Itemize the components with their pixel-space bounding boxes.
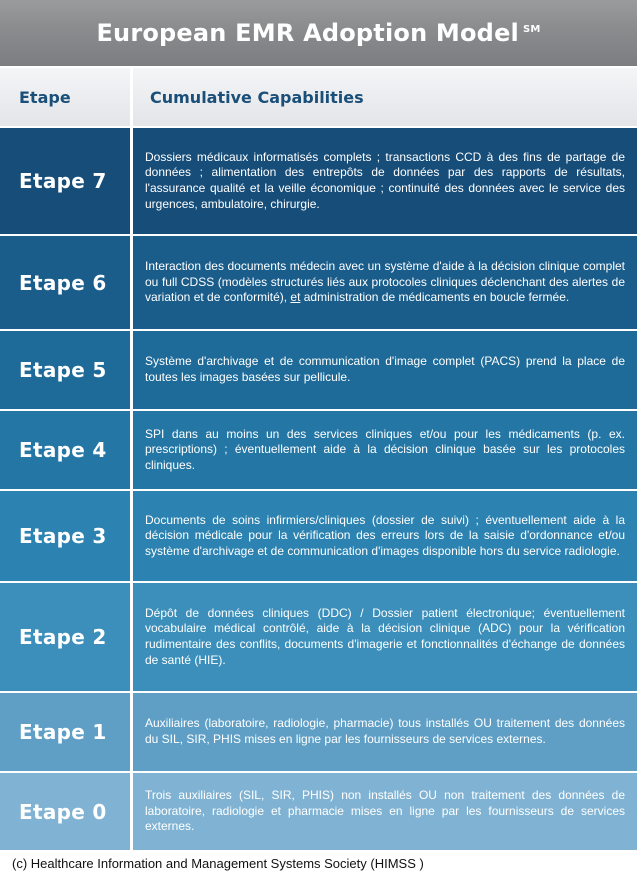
stage-label: Etape 5 (19, 358, 107, 382)
stage-label: Etape 3 (19, 524, 107, 548)
header-stage-label: Etape (19, 87, 71, 107)
service-mark: SM (522, 24, 541, 35)
stage-description-cell (133, 128, 637, 234)
header-capabilities-cell (133, 68, 637, 126)
stage-description-cell (133, 773, 637, 850)
stage-label-cell (0, 331, 130, 409)
stage-row-5 (0, 331, 637, 409)
stage-description: Auxiliaires (laboratoire, radiologie, pharmacie) tous installés OU traitement des données du SIL, SIR, PHIS mises en ligne par les fournisseurs de services externes. (145, 716, 625, 746)
header-capabilities-label: Cumulative Capabilities (150, 87, 364, 107)
stage-description: Système d'archivage et de communication d'image complet (PACS) prend la place de toutes les images basées sur pellicule. (145, 354, 625, 384)
stage-description: Interaction des documents médecin avec un système d'aide à la décision clinique complet ou full CDSS (modèles structurés liés aux protocoles cliniques déclenchant des alertes de variation et de conformité), et administration de médicaments en boucle fermée. (145, 259, 625, 305)
stage-row-2 (0, 583, 637, 691)
stage-description: Documents de soins infirmiers/cliniques (dossier de suivi) ; éventuellement aide à la décision médicale pour la vérification des erreurs lors de la saisie d'ordonnance et/ou système d'archivage et de communication d'images disponible hors du service radiologie. (145, 512, 625, 558)
stage-label: Etape 0 (19, 799, 107, 824)
stage-label-cell (0, 773, 130, 850)
stage-label: Etape 4 (19, 438, 107, 462)
stage-label-cell (0, 583, 130, 691)
stage-row-3 (0, 491, 637, 581)
page-title: European EMR Adoption Model ℠ (96, 19, 541, 47)
stage-label: Etape 2 (19, 625, 107, 649)
stage-description-cell (133, 331, 637, 409)
title-bar (0, 0, 637, 66)
stage-label-cell (0, 693, 130, 771)
header-stage-cell (0, 68, 130, 126)
stage-label-cell (0, 491, 130, 581)
table-header (0, 68, 637, 126)
stage-description-cell (133, 583, 637, 691)
stage-description: Trois auxiliaires (SIL, SIR, PHIS) non installés OU non traitement des données de laboratoire, radiologie et pharmacie mises en ligne par les fournisseurs de services externes. (145, 788, 625, 834)
stage-row-0 (0, 773, 637, 850)
stage-label: Etape 6 (19, 270, 107, 295)
stage-description-cell (133, 236, 637, 329)
stage-row-1 (0, 693, 637, 771)
stage-label-cell (0, 411, 130, 489)
copyright-footer: (c) Healthcare Information and Management Systems Society (HIMSS ) (12, 856, 424, 871)
stage-label-cell (0, 236, 130, 329)
stage-label: Etape 1 (19, 720, 107, 744)
stage-description: Dossiers médicaux informatisés complets ; transactions CCD à des fins de partage de données ; alimentation des entrepôts de données par des rapports de résultats, l'assurance qualité et la veille économique ; continuité des données avec le service des urgences, ambulatoire, chirurgie. (145, 149, 625, 211)
stage-label: Etape 7 (19, 169, 107, 193)
stage-description: SPI dans au moins un des services cliniques et/ou pour les médicaments (p. ex. prescriptions) ; éventuellement aide à la décision clinique basée sur les protocoles cliniques. (145, 426, 625, 472)
stage-row-4 (0, 411, 637, 489)
stage-row-6 (0, 236, 637, 329)
stage-description-cell (133, 491, 637, 581)
underlined-conjunction: et (290, 290, 301, 305)
stage-description-cell (133, 693, 637, 771)
stage-label-cell (0, 128, 130, 234)
stage-description-cell (133, 411, 637, 489)
stage-description: Dépôt de données cliniques (DDC) / Dossier patient électronique; éventuellement vocabulaire médical contrôlé, aide à la décision clinique (ADC) pour la vérification rudimentaire des conflits, documents d'imagerie et fonctionnalités d'échange de données de santé (HIE). (145, 605, 625, 667)
stage-row-7 (0, 128, 637, 234)
